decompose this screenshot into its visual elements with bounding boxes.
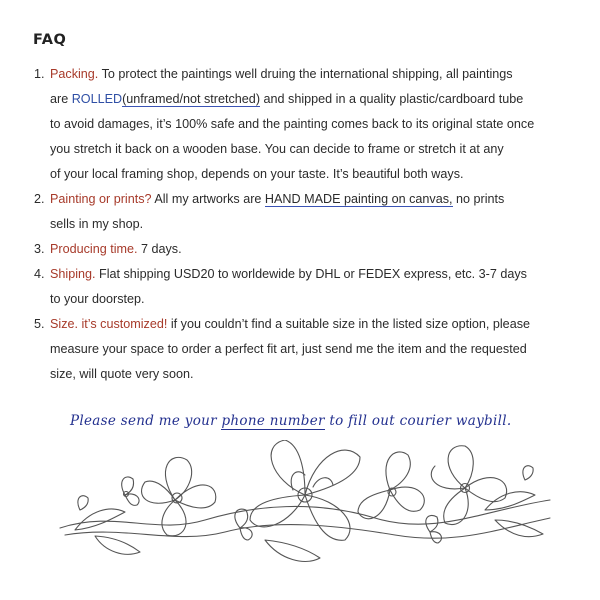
faq-item-line [34, 337, 582, 362]
flower [431, 446, 506, 525]
faq-item-number: 5. [34, 317, 45, 331]
faq-text: you stretch it back on a wooden base. You can decide to frame or stretch it at any [50, 142, 504, 156]
flower-stem [60, 500, 550, 528]
faq-text: if you couldn’t find a suitable size in the listed size option, please [170, 317, 530, 331]
faq-item-line [34, 162, 582, 187]
faq-item [34, 262, 582, 312]
faq-item [34, 312, 582, 387]
faq-text: All my artworks are [154, 192, 265, 206]
faq-text: to your doorstep. [50, 292, 145, 306]
courier-note-phone-number: phone number [221, 413, 325, 429]
faq-text: Flat shipping USD20 to worldewide by DHL or FEDEX express, etc. 3-7 days [99, 267, 527, 281]
floral-border-illustration [55, 440, 555, 590]
flower [358, 452, 424, 519]
faq-item-line [34, 112, 582, 137]
faq-text: To protect the paintings well druing the international shipping, all paintings [101, 67, 513, 81]
faq-text: are [50, 92, 72, 106]
faq-item [34, 237, 582, 262]
faq-item-line [34, 87, 582, 112]
courier-note-before: Please send me your [70, 413, 222, 429]
faq-item [34, 62, 582, 187]
faq-text: to avoid damages, it’s 100% safe and the painting comes back to its original state once [50, 117, 535, 131]
faq-item-heading: Shiping. [50, 267, 96, 281]
bud [235, 509, 252, 540]
leaf [95, 536, 140, 554]
underlined-text: (unframed/not stretched) [122, 92, 261, 106]
faq-item-line [34, 312, 582, 337]
faq-text: 7 days. [141, 242, 182, 256]
faq-item-line [34, 287, 582, 312]
faq-item-heading: Painting or prints? [50, 192, 152, 206]
leaf [485, 492, 535, 510]
faq-item-line [34, 262, 582, 287]
faq-item-number: 2. [34, 192, 45, 206]
bud [426, 515, 442, 543]
faq-title: FAQ [33, 32, 67, 48]
leaf [265, 540, 320, 561]
flower-stem [65, 518, 550, 538]
leaf [75, 509, 125, 530]
bud [78, 496, 88, 510]
highlighted-text: ROLLED [71, 92, 123, 106]
faq-item-number: 1. [34, 67, 45, 81]
faq-item-heading: Packing. [50, 67, 99, 81]
faq-item-line [34, 137, 582, 162]
faq-item-line [34, 237, 582, 262]
faq-text: and shipped in a quality plastic/cardboard tube [260, 92, 524, 106]
bud [122, 477, 139, 505]
faq-text: measure your space to order a perfect fit art, just send me the item and the requested [50, 342, 527, 356]
faq-text: of your local framing shop, depends on your taste. It’s beautiful both ways. [50, 167, 464, 181]
courier-note-after: to fill out courier waybill. [324, 413, 512, 429]
bud [523, 466, 533, 480]
faq-item-line [34, 362, 582, 387]
faq-item-line [34, 62, 582, 87]
faq-item-heading: Producing time. [50, 242, 138, 256]
faq-item-line [34, 212, 582, 237]
courier-note [70, 413, 511, 429]
faq-item [34, 187, 582, 237]
faq-item-line [34, 187, 582, 212]
faq-item-heading: Size. it’s customized! [50, 317, 168, 331]
faq-item-number: 3. [34, 242, 45, 256]
faq-text: no prints [452, 192, 505, 206]
underlined-text: HAND MADE painting on canvas, [264, 192, 453, 206]
faq-list [34, 62, 582, 387]
faq-item-number: 4. [34, 267, 45, 281]
faq-text: size, will quote very soon. [50, 367, 194, 381]
faq-text: sells in my shop. [50, 217, 144, 231]
leaf [495, 520, 543, 537]
